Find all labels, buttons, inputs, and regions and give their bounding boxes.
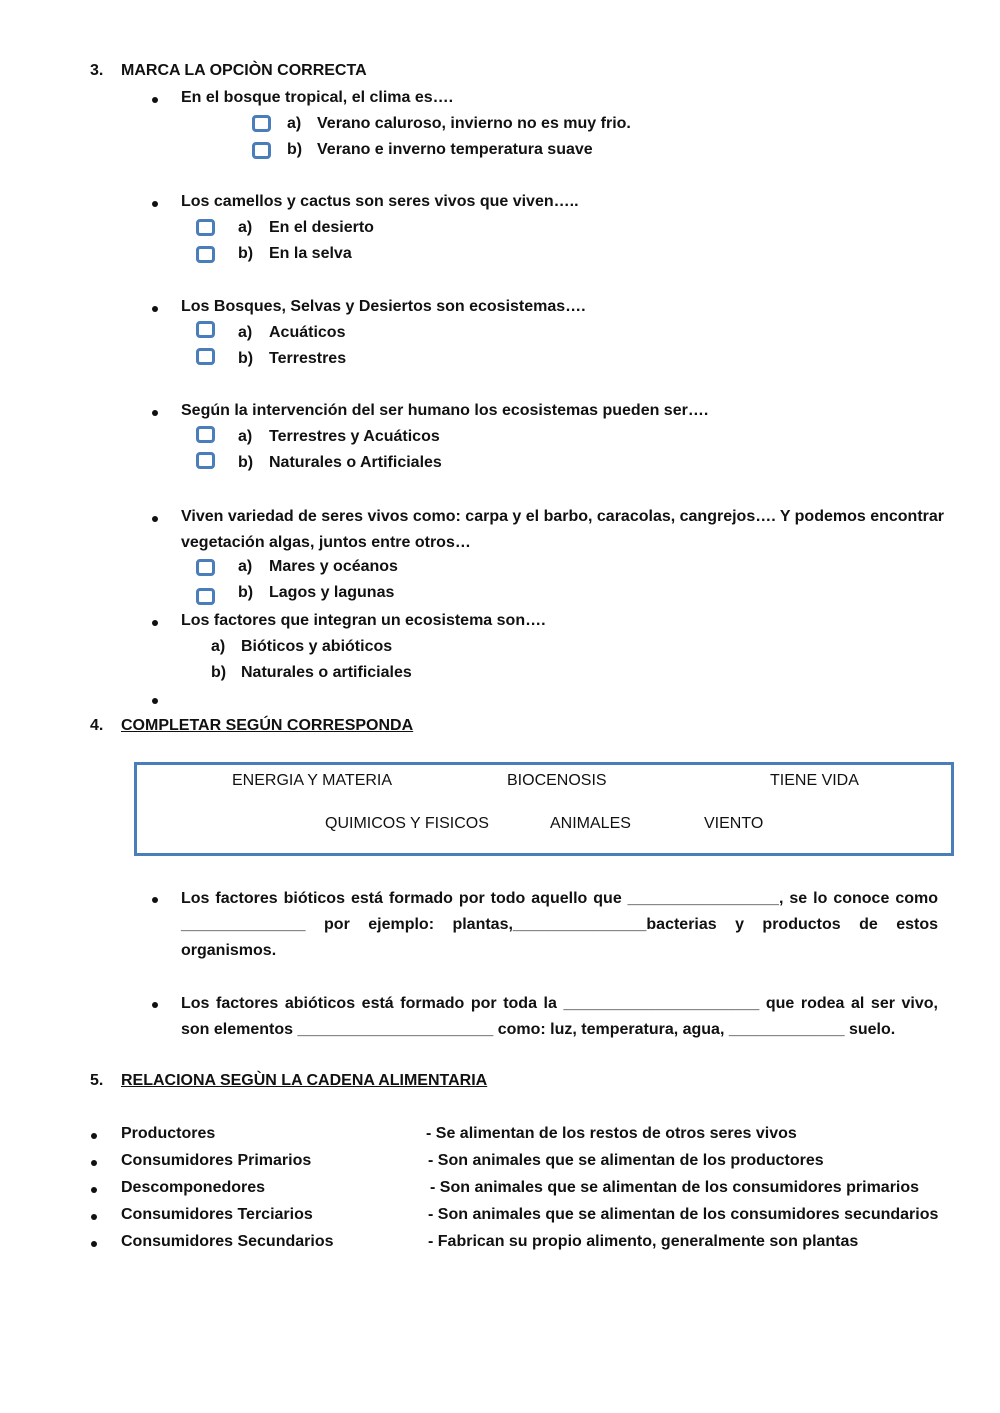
question-3: Los Bosques, Selvas y Desiertos son ecosistemas…. <box>181 298 586 315</box>
option-text: Verano caluroso, invierno no es muy frio. <box>317 115 631 132</box>
section5-number: 5. <box>90 1072 104 1089</box>
option-text: Lagos y lagunas <box>269 584 395 601</box>
option-letter: a) <box>238 324 253 341</box>
checkbox-q2-a[interactable] <box>196 219 215 236</box>
option-text: Acuáticos <box>269 324 346 341</box>
match-right-item: - Son animales que se alimentan de los consumidores secundarios <box>428 1206 939 1223</box>
match-left-item: Productores <box>121 1125 216 1142</box>
word-bank-item: ENERGIA Y MATERIA <box>232 772 393 789</box>
option-letter: b) <box>287 141 303 158</box>
question-6: Los factores que integran un ecosistema son…. <box>181 612 546 629</box>
option-letter: a) <box>238 428 253 445</box>
option-letter: b) <box>238 245 254 262</box>
word-bank-item: QUIMICOS Y FISICOS <box>325 815 489 832</box>
fill-paragraph-1: Los factores bióticos está formado por todo aquello que _________________, se lo conoce como ______________ por ejemplo: plantas,_______________bacterias y productos de estos organismos. <box>181 890 938 959</box>
option-text: Bióticos y abióticos <box>241 638 393 655</box>
bullet <box>152 306 158 312</box>
checkbox-q3-a[interactable] <box>196 321 215 338</box>
option-text: En el desierto <box>269 219 374 236</box>
match-right-item: - Fabrican su propio alimento, generalmente son plantas <box>428 1233 859 1250</box>
section4-number: 4. <box>90 717 104 734</box>
match-left-item: Consumidores Primarios <box>121 1152 312 1169</box>
bullet <box>91 1160 97 1166</box>
match-left-item: Consumidores Terciarios <box>121 1206 313 1223</box>
bullet <box>152 410 158 416</box>
checkbox-q1-a[interactable] <box>252 115 271 132</box>
bullet <box>91 1187 97 1193</box>
bullet <box>152 698 158 704</box>
match-right-item: - Son animales que se alimentan de los consumidores primarios <box>430 1179 920 1196</box>
option-text: Verano e inverno temperatura suave <box>317 141 593 158</box>
bullet <box>152 201 158 207</box>
section3-title: MARCA LA OPCIÒN CORRECTA <box>121 62 367 79</box>
question-1: En el bosque tropical, el clima es…. <box>181 89 454 106</box>
checkbox-q5-a[interactable] <box>196 559 215 576</box>
checkbox-q4-a[interactable] <box>196 426 215 443</box>
bullet <box>91 1241 97 1247</box>
option-letter: b) <box>238 584 254 601</box>
question-5-line2: vegetación algas, juntos entre otros… <box>181 534 471 551</box>
bullet <box>91 1214 97 1220</box>
match-left-item: Consumidores Secundarios <box>121 1233 334 1250</box>
checkbox-q3-b[interactable] <box>196 348 215 365</box>
match-right-item: - Se alimentan de los restos de otros seres vivos <box>426 1125 797 1142</box>
fill-paragraph-2: Los factores abióticos está formado por toda la ______________________ que rodea al ser vivo, son elementos ______________________ como: luz, temperatura, agua, _____________ suelo. <box>181 995 938 1038</box>
word-bank-item: ANIMALES <box>550 815 631 832</box>
bullet <box>152 516 158 522</box>
option-text: Terrestres y Acuáticos <box>269 428 440 445</box>
option-letter: b) <box>211 664 227 681</box>
checkbox-q2-b[interactable] <box>196 246 215 263</box>
question-5-line1: Viven variedad de seres vivos como: carpa y el barbo, caracolas, cangrejos…. Y podemos encontrar <box>181 508 944 525</box>
option-letter: a) <box>238 558 253 575</box>
question-2: Los camellos y cactus son seres vivos que viven….. <box>181 193 579 210</box>
bullet <box>152 897 158 903</box>
word-bank-item: BIOCENOSIS <box>507 772 607 789</box>
option-letter: a) <box>211 638 226 655</box>
option-letter: b) <box>238 454 254 471</box>
word-bank-item: VIENTO <box>704 815 764 832</box>
word-bank-item: TIENE VIDA <box>770 772 859 789</box>
option-letter: b) <box>238 350 254 367</box>
option-letter: a) <box>287 115 302 132</box>
option-text: Mares y océanos <box>269 558 398 575</box>
bullet <box>152 1002 158 1008</box>
checkbox-q4-b[interactable] <box>196 452 215 469</box>
checkbox-q1-b[interactable] <box>252 142 271 159</box>
option-text: En la selva <box>269 245 352 262</box>
checkbox-q5-b[interactable] <box>196 588 215 605</box>
match-right-item: - Son animales que se alimentan de los productores <box>428 1152 824 1169</box>
match-left-item: Descomponedores <box>121 1179 266 1196</box>
bullet <box>91 1133 97 1139</box>
option-letter: a) <box>238 219 253 236</box>
option-text: Naturales o artificiales <box>241 664 412 681</box>
option-text: Naturales o Artificiales <box>269 454 442 471</box>
option-text: Terrestres <box>269 350 347 367</box>
bullet <box>152 620 158 626</box>
question-4: Según la intervención del ser humano los ecosistemas pueden ser…. <box>181 402 709 419</box>
section3-number: 3. <box>90 62 104 79</box>
bullet <box>152 97 158 103</box>
section4-title: COMPLETAR SEGÚN CORRESPONDA <box>121 717 414 734</box>
section5-title: RELACIONA SEGÙN LA CADENA ALIMENTARIA <box>121 1072 488 1089</box>
